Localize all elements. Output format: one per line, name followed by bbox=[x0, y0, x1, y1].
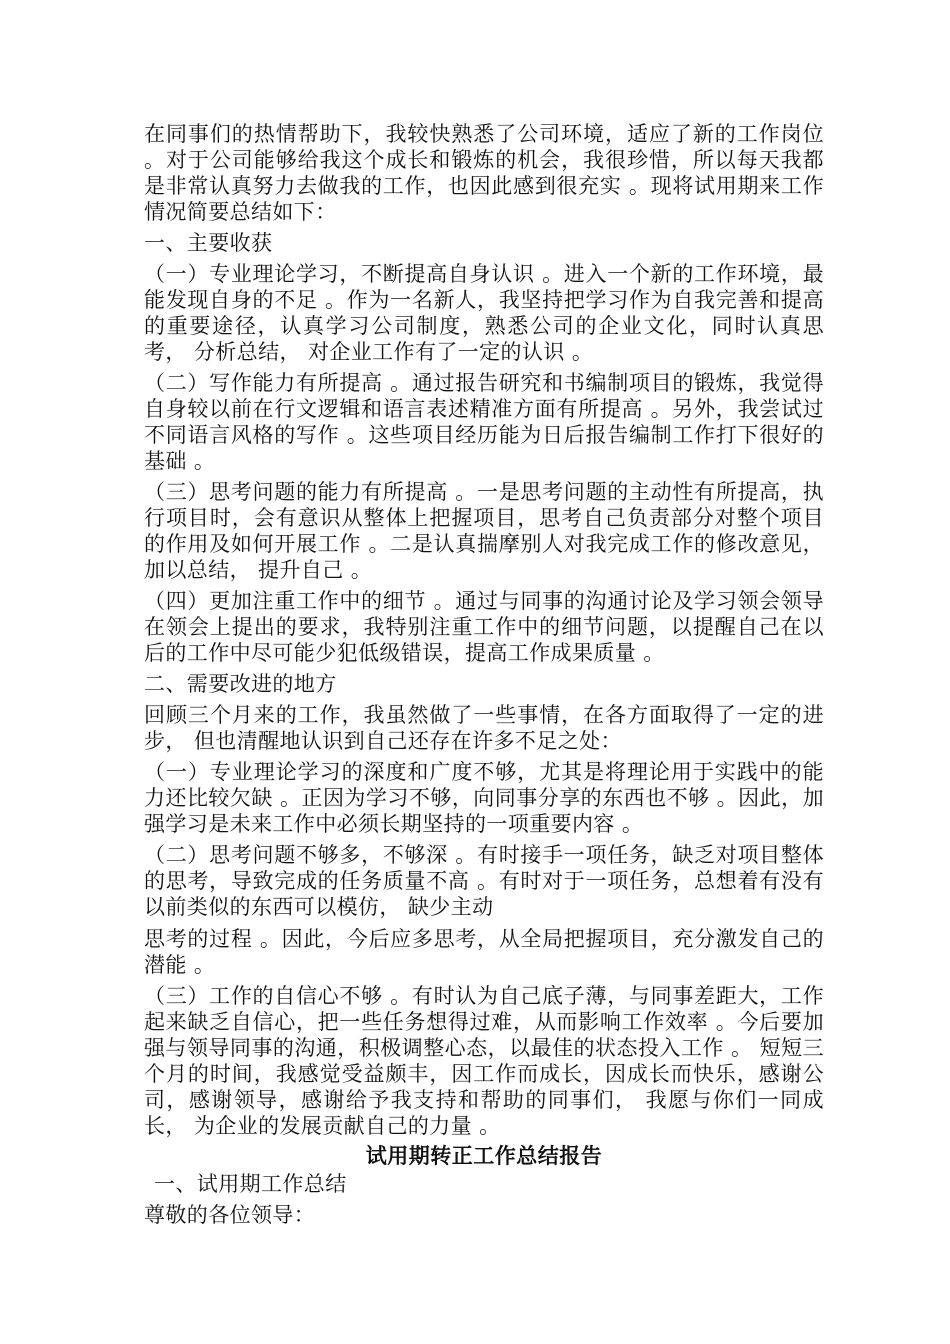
paragraph-gain-3: （三）思考问题的能力有所提高 。一是思考问题的主动性有所提高，执行项目时，会有意识从整体上把握项目，思考自己负责部分对整个项目的作用及如何开展工作 。二是认真揣摩别人对我完成工作的修改意见， 加以总结， 提升自己 。 bbox=[144, 480, 824, 582]
heading-main-gains: 一、主要收获 bbox=[144, 231, 273, 255]
paragraph-improve-2: （二）思考问题不够多，不够深 。有时接手一项任务，缺乏对项目整体的思考，导致完成的任务质量不高 。有时对于一项任务，总想着有没有以前类似的东西可以模仿， 缺少主动 bbox=[144, 843, 824, 919]
paragraph-gain-2: （二）写作能力有所提高 。通过报告研究和书编制项目的锻炼，我觉得自身较以前在行文逻辑和语言表述精准方面有所提高 。另外，我尝试过不同语言风格的写作 。这些项目经历能为日后报告编制工作打下很好的基础 。 bbox=[144, 371, 824, 473]
document-body bbox=[144, 121, 824, 1228]
paragraph-improve-3: （三）工作的自信心不够 。有时认为自己底子薄，与同事差距大，工作起来缺乏自信心，把一些任务想得过难，从而影响工作效率 。今后要加强与领导同事的沟通，积极调整心态，以最佳的状态投入工作 。 短短三个月的时间，我感觉受益颇丰，因工作而成长，因成长而快乐，感谢公司，感谢领导，感谢给予我支持和帮助的同事们， 我愿与你们一同成长， 为企业的发展贡献自己的力量 。 bbox=[144, 984, 824, 1138]
salutation: 尊敬的各位领导： bbox=[144, 1203, 316, 1227]
paragraph-improve-2-cont: 思考的过程 。因此，今后应多思考，从全局把握项目，充分激发自己的潜能 。 bbox=[144, 927, 824, 977]
report-title: 试用期转正工作总结报告 bbox=[365, 1143, 603, 1168]
paragraph-review: 回顾三个月来的工作，我虽然做了一些事情，在各方面取得了一定的进步， 但也清醒地认识到自己还存在许多不足之处： bbox=[144, 703, 824, 753]
paragraph-gain-1: （一）专业理论学习，不断提高自身认识 。进入一个新的工作环境，最能发现自身的不足 。作为一名新人，我坚持把学习作为自我完善和提高的重要途径，认真学习公司制度，熟悉公司的企业文化，同时认真思考， 分析总结， 对企业工作有了一定的认识 。 bbox=[144, 262, 824, 364]
section-heading: 一、试用期工作总结 bbox=[154, 1172, 347, 1196]
paragraph-intro: 在同事们的热情帮助下，我较快熟悉了公司环境，适应了新的工作岗位 。对于公司能够给我这个成长和锻炼的机会，我很珍惜，所以每天我都是非常认真努力去做我的工作，也因此感到很充实 。现将试用期来工作情况简要总结如下： bbox=[144, 122, 824, 224]
heading-improvements: 二、需要改进的地方 bbox=[144, 672, 337, 696]
paragraph-improve-1: （一）专业理论学习的深度和广度不够，尤其是将理论用于实践中的能力还比较欠缺 。正因为学习不够，向同事分享的东西也不够 。因此，加强学习是未来工作中必须长期坚持的一项重要内容 。 bbox=[144, 760, 824, 836]
paragraph-gain-4: （四）更加注重工作中的细节 。通过与同事的沟通讨论及学习领会领导在领会上提出的要求，我特别注重工作中的细节问题，以提醒自己在以后的工作中尽可能少犯低级错误，提高工作成果质量 。 bbox=[144, 589, 824, 665]
